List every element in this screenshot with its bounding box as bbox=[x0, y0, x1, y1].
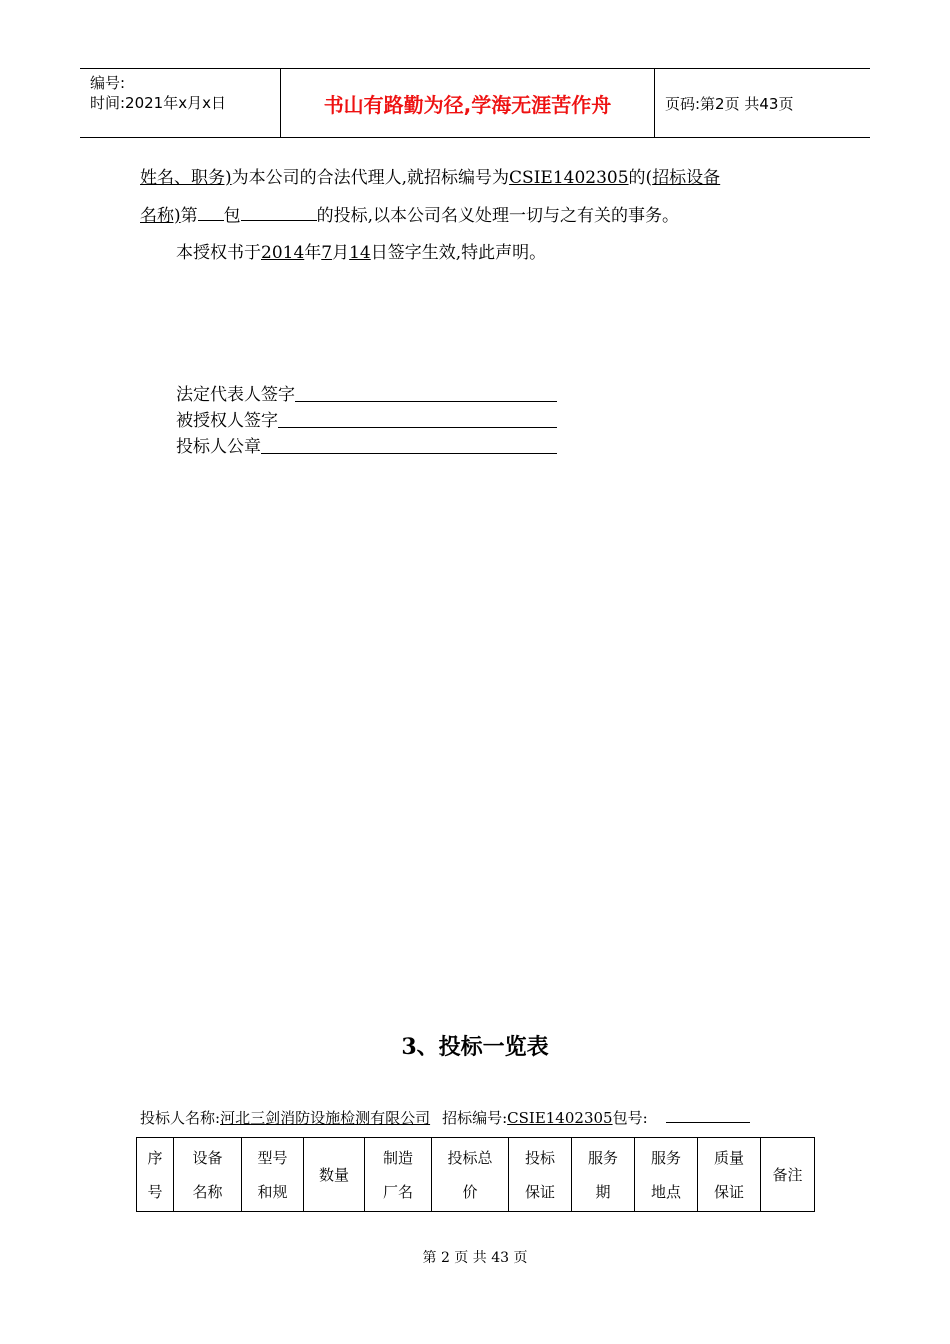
document-number-label: 编号: bbox=[90, 74, 126, 92]
authorization-line-1 bbox=[140, 163, 720, 188]
header-text: 地点 bbox=[650, 1182, 681, 1201]
bidder-name: 河北三剑消防设施检测有限公司 bbox=[220, 1109, 431, 1127]
header-cell-service-period bbox=[572, 1138, 635, 1212]
signature-blank bbox=[278, 411, 557, 428]
document-time-label: 时间:2021年x月x日 bbox=[90, 94, 226, 112]
header-text: 服务 bbox=[587, 1148, 618, 1167]
header-text: 设备 bbox=[192, 1148, 223, 1167]
authorization-line-2 bbox=[140, 201, 679, 226]
section-title: 3、投标一览表 bbox=[401, 1034, 549, 1060]
header-meta bbox=[80, 69, 281, 137]
authorization-text: 第 bbox=[180, 206, 198, 226]
signature-legal-rep bbox=[176, 380, 557, 405]
authorization-line-3 bbox=[176, 238, 546, 263]
header-cell-quantity bbox=[304, 1138, 365, 1212]
effective-year: 2014 bbox=[261, 243, 305, 263]
header-text: 投标总 bbox=[447, 1148, 493, 1167]
header-text: 制造 bbox=[382, 1148, 413, 1167]
header-text: 序 bbox=[147, 1148, 163, 1167]
table-header-row bbox=[137, 1138, 815, 1212]
header-text: 服务 bbox=[650, 1148, 681, 1167]
authorization-text: 包 bbox=[223, 206, 241, 226]
header-cell-quality-guarantee bbox=[698, 1138, 761, 1212]
authorization-text: 日签字生效,特此声明。 bbox=[370, 243, 547, 263]
signature-authorized bbox=[176, 406, 557, 431]
header-cell-bid-bond bbox=[509, 1138, 572, 1212]
page-footer: 第 2 页 共 43 页 bbox=[422, 1250, 528, 1266]
header-text: 期 bbox=[595, 1182, 611, 1201]
bid-number-label: 招标编号: bbox=[442, 1109, 508, 1127]
signature-label: 投标人公章 bbox=[176, 437, 261, 457]
agent-name-title: 姓名、职务) bbox=[140, 168, 232, 188]
header-page-label: 页码:第2页 共43页 bbox=[665, 94, 794, 113]
package-blank bbox=[198, 205, 224, 221]
authorization-text: 为本公司的合法代理人,就招标编号为 bbox=[231, 168, 510, 188]
header-text: 投标 bbox=[524, 1148, 555, 1167]
authorization-text: 的( bbox=[628, 168, 653, 188]
header-cell-remarks bbox=[761, 1138, 815, 1212]
effective-month: 7 bbox=[321, 243, 333, 263]
header-cell-serial bbox=[137, 1138, 174, 1212]
device-name: 招标设备 bbox=[652, 168, 721, 188]
header-cell-total-price bbox=[432, 1138, 509, 1212]
header-cell-device bbox=[174, 1138, 242, 1212]
bidder-info bbox=[140, 1107, 750, 1128]
header-text: 数量 bbox=[318, 1165, 349, 1184]
signature-blank bbox=[295, 385, 557, 402]
header-text: 型号 bbox=[257, 1148, 288, 1167]
authorization-text: 年 bbox=[304, 243, 322, 263]
header-cell-model bbox=[242, 1138, 304, 1212]
authorization-text: 月 bbox=[332, 243, 350, 263]
header-text: 号 bbox=[147, 1182, 163, 1201]
bidder-name-label: 投标人名称: bbox=[140, 1109, 221, 1127]
header-text: 保证 bbox=[713, 1182, 744, 1201]
signature-label: 法定代表人签字 bbox=[176, 385, 295, 405]
header-text: 保证 bbox=[524, 1182, 555, 1201]
signature-blank bbox=[261, 437, 557, 454]
package-label: 包号: bbox=[612, 1109, 648, 1127]
header-cell-manufacturer bbox=[365, 1138, 432, 1212]
header-text: 名称 bbox=[192, 1182, 223, 1201]
authorization-text: 的投标,以本公司名义处理一切与之有关的事务。 bbox=[316, 206, 680, 226]
package-item-blank bbox=[241, 205, 317, 221]
bid-number: CSIE1402305 bbox=[507, 1109, 613, 1127]
effective-day: 14 bbox=[349, 243, 371, 263]
signature-seal bbox=[176, 432, 557, 457]
header-cell-service-location bbox=[635, 1138, 698, 1212]
header-text: 质量 bbox=[713, 1148, 744, 1167]
bid-summary-table bbox=[136, 1137, 815, 1212]
page-header bbox=[80, 68, 870, 138]
bid-number: CSIE1402305 bbox=[509, 168, 629, 188]
header-text: 厂名 bbox=[382, 1182, 413, 1201]
authorization-text: 本授权书于 bbox=[176, 243, 261, 263]
header-text: 和规 bbox=[257, 1182, 288, 1201]
signature-label: 被授权人签字 bbox=[176, 411, 278, 431]
header-text: 价 bbox=[462, 1182, 478, 1201]
package-number-blank bbox=[666, 1107, 750, 1123]
device-name-cont: 名称) bbox=[140, 206, 181, 226]
header-motto: 书山有路勤为径,学海无涯苦作舟 bbox=[281, 69, 655, 137]
header-text: 备注 bbox=[772, 1165, 803, 1184]
